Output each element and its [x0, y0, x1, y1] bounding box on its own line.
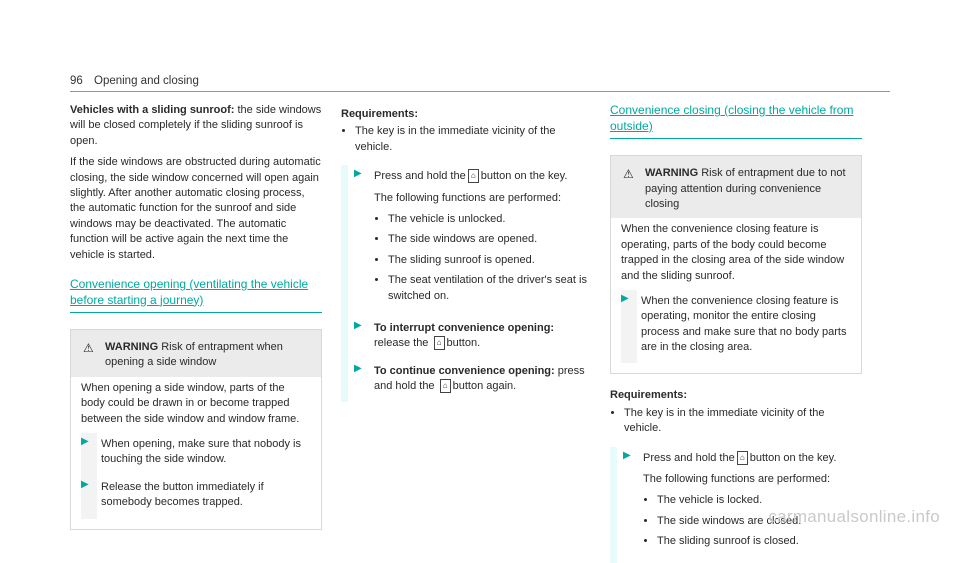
page-number: 96 [70, 75, 83, 87]
key-unlock-icon: ⌂ [440, 379, 451, 393]
key-unlock-icon: ⌂ [468, 169, 479, 183]
header-rule [70, 91, 890, 92]
requirements-list: • The key is in the immediate vicinity of the vehicle. [610, 406, 862, 437]
instruction-step: ▶ Press and hold the ⌂ button on the key. The following functions are performed: • The vehicle is unlocked. • The side windows are opened. • The sliding sunroof is opened. • The seat ventilation of the driver's seat is switched on. [354, 165, 593, 317]
instruction-step: ▶ When the convenience closing feature is operating, monitor the entire closing process and make sure that no body parts are in the closing area. [621, 290, 851, 364]
play-arrow-icon: ▶ [81, 436, 89, 448]
warning-box [70, 329, 322, 530]
instruction-step: ▶ Press and hold the ⌂ button on the key. The following functions are performed: • The vehicle is locked. • The side windows are closed. • The sliding sunroof is closed. [623, 447, 862, 563]
watermark: carmanualsonline.info [768, 507, 940, 527]
requirements-list: • The key is in the immediate vicinity of the vehicle. [341, 124, 593, 155]
section-title-convenience-opening: Convenience opening (ventilating the vehicle before starting a journey) [70, 277, 322, 313]
instruction-step: ▶ When opening, make sure that nobody is touching the side window. [81, 433, 311, 476]
instruction-step: ▶ To interrupt convenience opening: release the ⌂ button. [354, 317, 593, 360]
column-1 [70, 103, 322, 530]
play-arrow-icon: ▶ [354, 362, 362, 374]
key-unlock-icon: ⌂ [434, 336, 445, 350]
warning-box [610, 155, 862, 374]
requirements-heading: Requirements: [610, 389, 688, 402]
paragraph-sunroof: Vehicles with a sliding sunroof: the side windows will be closed completely if the sliding sunroof is open. [70, 104, 322, 147]
warning-triangle-icon: ⚠ [623, 167, 634, 182]
column-3 [610, 103, 862, 563]
section-title-convenience-closing: Convenience closing (closing the vehicle from outside) [610, 103, 862, 139]
column-2 [341, 103, 593, 402]
page-section-title: Opening and closing [94, 75, 199, 87]
instruction-step: ▶ Release the button immediately if somebody becomes trapped. [81, 476, 311, 519]
play-arrow-icon: ▶ [354, 168, 362, 180]
play-arrow-icon: ▶ [81, 478, 89, 490]
functions-list: • The vehicle is locked. • The side windows are closed. • The sliding sunroof is closed. [643, 493, 858, 549]
functions-list: • The vehicle is unlocked. • The side windows are opened. • The sliding sunroof is opened. • The seat ventilation of the driver's seat is switched on. [374, 212, 589, 304]
play-arrow-icon: ▶ [354, 319, 362, 331]
warning-header: ⚠ WARNING Risk of entrapment when opening a side window [71, 330, 321, 377]
steps-block [341, 165, 593, 402]
page-header [70, 73, 199, 89]
warning-body: When the convenience closing feature is operating, parts of the body could become trapped in the closing area of the side window and the sliding sunroof. ▶ When the convenience closing feature is operating, monitor the entire closing process and make sure that no body parts are in the closing area. [611, 218, 861, 373]
paragraph-obstructed: If the side windows are obstructed during automatic closing, the side window concerned will open again slightly. After another automatic closing process, the automatic function for the sunroof and side windows may be deactivated. The automatic function will be active again the next time the vehicle is started. [70, 156, 321, 261]
key-lock-icon: ⌂ [737, 451, 748, 465]
warning-header: ⚠ WARNING Risk of entrapment due to not paying attention during convenience closing [611, 156, 861, 218]
warning-body: When opening a side window, parts of the body could be drawn in or become trapped between the side window and window frame. ▶ When opening, make sure that nobody is touching the side window. ▶ Release the button immediately if somebody becomes trapped. [71, 377, 321, 529]
instruction-step: ▶ To continue convenience opening: press and hold the ⌂ button again. [354, 360, 593, 403]
requirements-heading: Requirements: [341, 108, 419, 120]
play-arrow-icon: ▶ [623, 449, 631, 461]
play-arrow-icon: ▶ [621, 292, 629, 304]
warning-triangle-icon: ⚠ [83, 341, 94, 356]
